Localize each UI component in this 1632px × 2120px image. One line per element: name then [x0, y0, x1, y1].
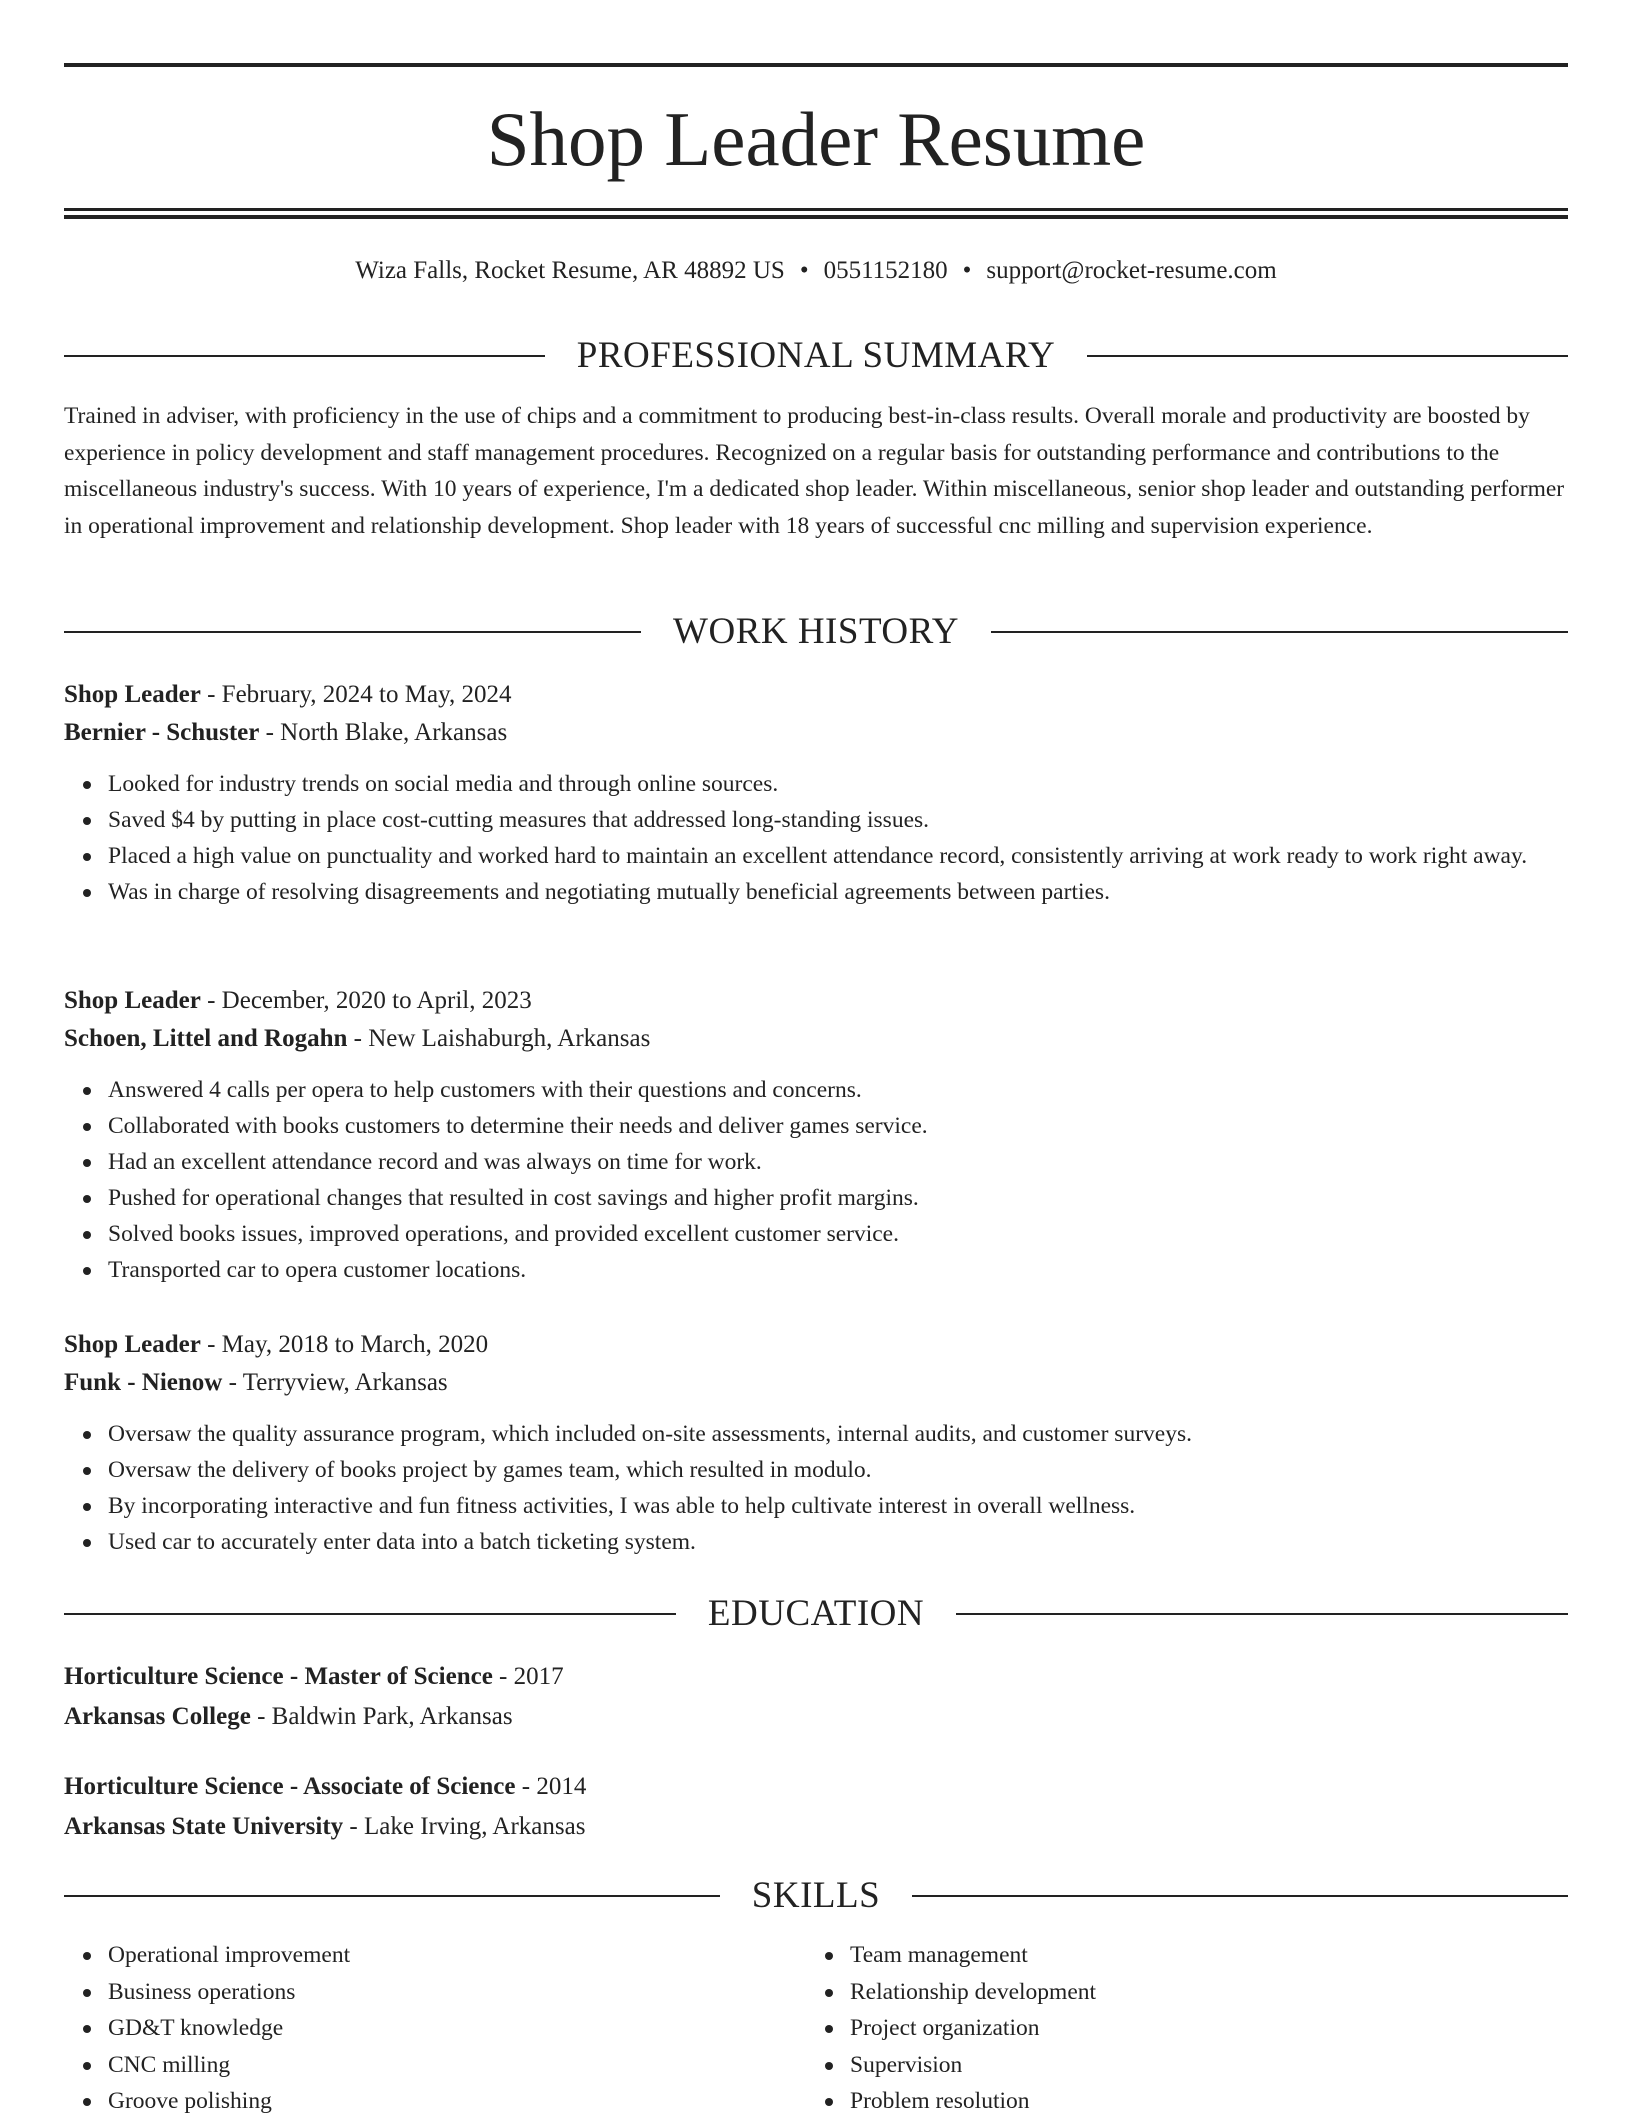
- education-school: Arkansas State University: [64, 1813, 344, 1840]
- job-title-line: [64, 982, 1568, 1020]
- education-degree: Horticulture Science - Associate of Science: [64, 1773, 516, 1800]
- job-title: Shop Leader: [64, 681, 201, 708]
- section-header-summary: [64, 334, 1568, 378]
- job-entry: [64, 1326, 1568, 1560]
- list-item: Saved $4 by putting in place cost-cutting measures that addressed long-standing issues.: [108, 802, 1568, 838]
- list-item: Was in charge of resolving disagreements and negotiating mutually beneficial agreements between parties.: [108, 874, 1568, 910]
- job-bullets: [64, 1072, 1568, 1288]
- job-location: - North Blake, Arkansas: [259, 719, 508, 746]
- education-entry: [64, 1767, 1568, 1847]
- skill-item: Operational improvement: [108, 1937, 806, 1974]
- list-item: Placed a high value on punctuality and worked hard to maintain an excellent attendance record, consistently arriving at work ready to work right away.: [108, 838, 1568, 874]
- skill-item: CNC milling: [108, 2047, 806, 2084]
- contact-phone: 0551152180: [823, 257, 948, 284]
- education-school-line: [64, 1807, 1568, 1847]
- job-location: - Terryview, Arkansas: [222, 1369, 448, 1396]
- skill-item: Relationship development: [850, 1974, 1548, 2011]
- skill-item: Groove polishing: [108, 2083, 806, 2120]
- education-year: - 2014: [515, 1773, 587, 1800]
- section-title: EDUCATION: [707, 1593, 925, 1634]
- education-year: - 2017: [492, 1663, 564, 1690]
- job-bullets: [64, 1416, 1568, 1560]
- job-dates: - February, 2024 to May, 2024: [200, 681, 512, 708]
- section-header-skills: [64, 1874, 1568, 1918]
- education-entry: [64, 1657, 1568, 1737]
- education-location: - Lake Irving, Arkansas: [343, 1813, 586, 1840]
- job-entry: [64, 982, 1568, 1288]
- title-rule-upper: [64, 208, 1568, 211]
- education-location: - Baldwin Park, Arkansas: [250, 1703, 513, 1730]
- skill-item: Project organization: [850, 2010, 1548, 2047]
- job-title: Shop Leader: [64, 1331, 201, 1358]
- section-rule: [1087, 355, 1568, 357]
- summary-text: Trained in adviser, with proficiency in the use of chips and a commitment to producing best-in-class results. Overall morale and productivity are boosted by experience in policy development and staff management procedures. Recognized on a regular basis for outstanding performance and contributions to the miscellaneous industry's success. With 10 years of experience, I'm a dedicated shop leader. Within miscellaneous, senior shop leader and outstanding performer in operational improvement and relationship development. Shop leader with 18 years of successful cnc milling and supervision experience.: [64, 403, 1565, 539]
- education-school-line: [64, 1697, 1568, 1737]
- job-dates: - May, 2018 to March, 2020: [200, 1331, 489, 1358]
- section-rule: [956, 1613, 1568, 1615]
- section-rule: [64, 355, 545, 357]
- section-title: SKILLS: [751, 1875, 881, 1916]
- section-rule: [64, 631, 641, 633]
- job-title-line: [64, 676, 1568, 714]
- contact-email: support@rocket-resume.com: [986, 257, 1277, 284]
- list-item: Pushed for operational changes that resulted in cost savings and higher profit margins.: [108, 1180, 1568, 1216]
- job-entry: [64, 676, 1568, 910]
- list-item: Had an excellent attendance record and was always on time for work.: [108, 1144, 1568, 1180]
- skills-column-right: [806, 1937, 1548, 2120]
- section-rule: [991, 631, 1568, 633]
- education-degree: Horticulture Science - Master of Science: [64, 1663, 493, 1690]
- skills-column-left: [64, 1937, 806, 2120]
- contact-separator: •: [799, 257, 809, 284]
- title-rule-lower: [64, 215, 1568, 219]
- contact-separator: •: [962, 257, 972, 284]
- job-company-line: [64, 1364, 1568, 1402]
- job-title-line: [64, 1326, 1568, 1364]
- section-header-work-history: [64, 610, 1568, 654]
- skill-item: Supervision: [850, 2047, 1548, 2084]
- section-title: WORK HISTORY: [673, 611, 959, 652]
- resume-title: Shop Leader Resume: [486, 96, 1146, 182]
- education-school: Arkansas College: [64, 1703, 251, 1730]
- list-item: Solved books issues, improved operations, and provided excellent customer service.: [108, 1216, 1568, 1252]
- job-company: Bernier - Schuster: [64, 719, 260, 746]
- list-item: Used car to accurately enter data into a batch ticketing system.: [108, 1524, 1568, 1560]
- contact-address: Wiza Falls, Rocket Resume, AR 48892 US: [355, 257, 785, 284]
- list-item: Looked for industry trends on social media and through online sources.: [108, 766, 1568, 802]
- skill-item: Problem resolution: [850, 2083, 1548, 2120]
- list-item: Transported car to opera customer locations.: [108, 1252, 1568, 1288]
- list-item: Collaborated with books customers to determine their needs and deliver games service.: [108, 1108, 1568, 1144]
- education-degree-line: [64, 1657, 1568, 1697]
- job-dates: - December, 2020 to April, 2023: [200, 987, 532, 1014]
- job-company-line: [64, 714, 1568, 752]
- list-item: Answered 4 calls per opera to help customers with their questions and concerns.: [108, 1072, 1568, 1108]
- contact-line: [64, 253, 1568, 289]
- list-item: By incorporating interactive and fun fitness activities, I was able to help cultivate interest in overall wellness.: [108, 1488, 1568, 1524]
- job-bullets: [64, 766, 1568, 910]
- job-location: - New Laishaburgh, Arkansas: [347, 1025, 651, 1052]
- section-rule: [64, 1613, 676, 1615]
- education-degree-line: [64, 1767, 1568, 1807]
- section-header-education: [64, 1592, 1568, 1636]
- top-rule: [64, 63, 1568, 67]
- skill-item: Team management: [850, 1937, 1548, 1974]
- job-company: Funk - Nienow: [64, 1369, 223, 1396]
- section-rule: [912, 1895, 1568, 1897]
- list-item: Oversaw the quality assurance program, which included on-site assessments, internal audits, and customer surveys.: [108, 1416, 1568, 1452]
- section-rule: [64, 1895, 720, 1897]
- job-company-line: [64, 1020, 1568, 1058]
- job-title: Shop Leader: [64, 987, 201, 1014]
- skills-list: [64, 1937, 1568, 2120]
- section-title: PROFESSIONAL SUMMARY: [576, 335, 1056, 376]
- skill-item: Business operations: [108, 1974, 806, 2011]
- skill-item: GD&T knowledge: [108, 2010, 806, 2047]
- job-company: Schoen, Littel and Rogahn: [64, 1025, 348, 1052]
- list-item: Oversaw the delivery of books project by games team, which resulted in modulo.: [108, 1452, 1568, 1488]
